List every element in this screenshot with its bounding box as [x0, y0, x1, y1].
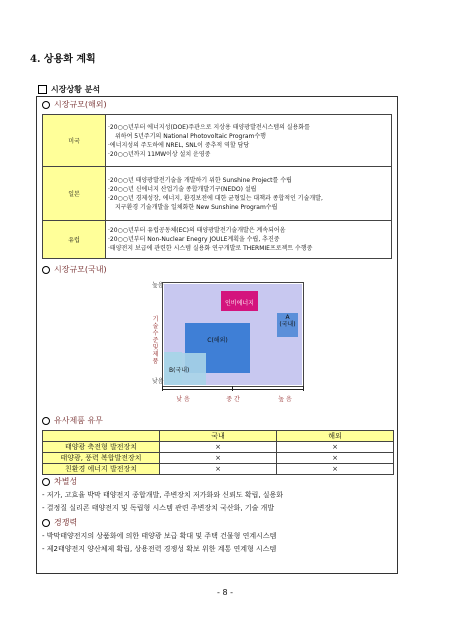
differentiation-heading — [42, 476, 77, 487]
market-overseas-table — [42, 114, 392, 259]
product-domestic: × — [160, 464, 277, 475]
circle-icon — [42, 266, 50, 274]
product-overseas: × — [277, 453, 394, 464]
region-details — [106, 221, 392, 259]
circle-icon — [42, 478, 50, 486]
table-row — [43, 453, 394, 464]
detail-line: 위하여 5년주기의 National Photovoltaic Program수행 — [115, 132, 266, 140]
x-axis-high: 높 음 — [278, 396, 292, 403]
detail-line: ·20○○년 경제성장, 에너지, 환경보전에 대한 균형있는 대책과 종합적인 기술개발, — [108, 194, 323, 202]
detail-line: ·20○○년 신에너지 산업기술 종합개발기구(NEDO) 설립 — [108, 185, 257, 193]
detail-line: ·20○○년부터 Non-Nuclear Enegry JOULE계획을 수립, 추진중 — [108, 236, 280, 243]
x-axis-mid: 중 간 — [226, 396, 240, 403]
section-title: 4. 상용화 계획 — [30, 54, 96, 65]
circle-icon — [42, 417, 50, 425]
product-name: 태양광 축전형 발전장치 — [43, 442, 160, 453]
table-row — [43, 442, 394, 453]
y-axis-title: 기술수준 및 제품 — [152, 316, 159, 365]
positioning-map — [162, 282, 304, 387]
x-tick — [162, 386, 163, 391]
product-name: 태양광, 풍력 복합발전장치 — [43, 453, 160, 464]
table-row — [43, 464, 394, 475]
similar-products-table — [42, 430, 394, 475]
product-overseas: × — [277, 442, 394, 453]
label-b: B(국내) — [169, 367, 190, 374]
y-axis-low: 낮음 — [152, 378, 164, 385]
competitiveness-item: - 박막태양전지의 상품화에 의한 태양광 보급 확대 및 주택 건물형 연계시스템 — [42, 532, 277, 540]
y-axis-high: 높음 — [152, 282, 164, 289]
detail-line: ·20○○년부터 유럽공동체(EC)의 태양광발전기술개발은 계속되어옴 — [108, 227, 286, 234]
label-a-title: A — [285, 314, 290, 321]
header-empty — [43, 431, 160, 442]
region-details — [106, 167, 392, 221]
table-header-row — [43, 431, 394, 442]
competitiveness-item: - 제2태양전지 양산체제 확립, 상용전력 경쟁성 확보 위한 계통 연계형 시스템 — [42, 545, 277, 553]
table-row — [43, 167, 392, 221]
subsection-title-text: 시장상황 분석 — [51, 84, 101, 94]
label-a-sub: (국내) — [279, 321, 296, 328]
region-cell: 미국 — [43, 115, 106, 167]
x-tick — [303, 386, 304, 391]
label-a — [277, 314, 298, 328]
checkbox-icon — [38, 85, 47, 94]
detail-line: ·20○○년 태양광발전기술을 개발하기 위한 Sunshine Project를 수립 — [108, 176, 292, 184]
differentiation-item: - 저가, 고효율 박막 태양전지 종합개발, 주변장치 저가화와 신뢰도 확립, 실용화 — [42, 491, 284, 499]
label-c: C(해외) — [207, 337, 228, 344]
x-tick — [232, 386, 233, 391]
product-domestic: × — [160, 453, 277, 464]
competitiveness-heading — [42, 517, 77, 528]
product-domestic: × — [160, 442, 277, 453]
region-cell: 유럽 — [43, 221, 106, 259]
product-name: 친환경 에너지 발전장치 — [43, 464, 160, 475]
page-number: - 8 - — [217, 588, 233, 597]
region-cell: 일본 — [43, 167, 106, 221]
label-inbi: 인비에너지 — [225, 300, 254, 307]
market-domestic-heading — [42, 264, 107, 275]
differentiation-item: - 결정질 실리콘 태양전지 및 독립형 시스템 관련 주변장치 국산화, 기술 개발 — [42, 504, 275, 512]
detail-line: ·20○○년부터 에너지성(DOE)주관으로 지상용 태양광발전시스템의 실용화를 — [108, 123, 310, 131]
market-overseas-heading-text: 시장규모(해외) — [54, 100, 107, 109]
detail-line: 지구환경 기술개발을 일체화한 New Sunshine Program수립 — [115, 203, 278, 211]
circle-icon — [42, 519, 50, 527]
circle-icon — [42, 101, 50, 109]
detail-line: ·태양전지 보급에 관련한 시스템 실용화 연구개발로 THERMIE프로젝트 수행중 — [108, 245, 313, 252]
detail-line: ·에너지성의 주도하에 NREL, SNL이 중추적 역할 담당 — [108, 141, 250, 149]
x-axis-line — [162, 389, 304, 390]
competitiveness-heading-text: 경쟁력 — [54, 518, 78, 527]
subsection-title — [38, 84, 100, 95]
product-overseas: × — [277, 464, 394, 475]
x-axis-low: 낮 음 — [176, 396, 190, 403]
header-overseas: 해외 — [277, 431, 394, 442]
table-row — [43, 115, 392, 167]
detail-line: ·20○○년까지 11MW이상 설치 운영중 — [108, 150, 211, 158]
market-overseas-heading — [42, 99, 107, 110]
similar-products-heading-text: 유사제품 유무 — [54, 416, 103, 425]
market-domestic-heading-text: 시장규모(국내) — [54, 265, 107, 274]
similar-products-heading — [42, 415, 103, 426]
region-details — [106, 115, 392, 167]
differentiation-heading-text: 차별성 — [54, 477, 78, 486]
table-row — [43, 221, 392, 259]
header-domestic: 국내 — [160, 431, 277, 442]
